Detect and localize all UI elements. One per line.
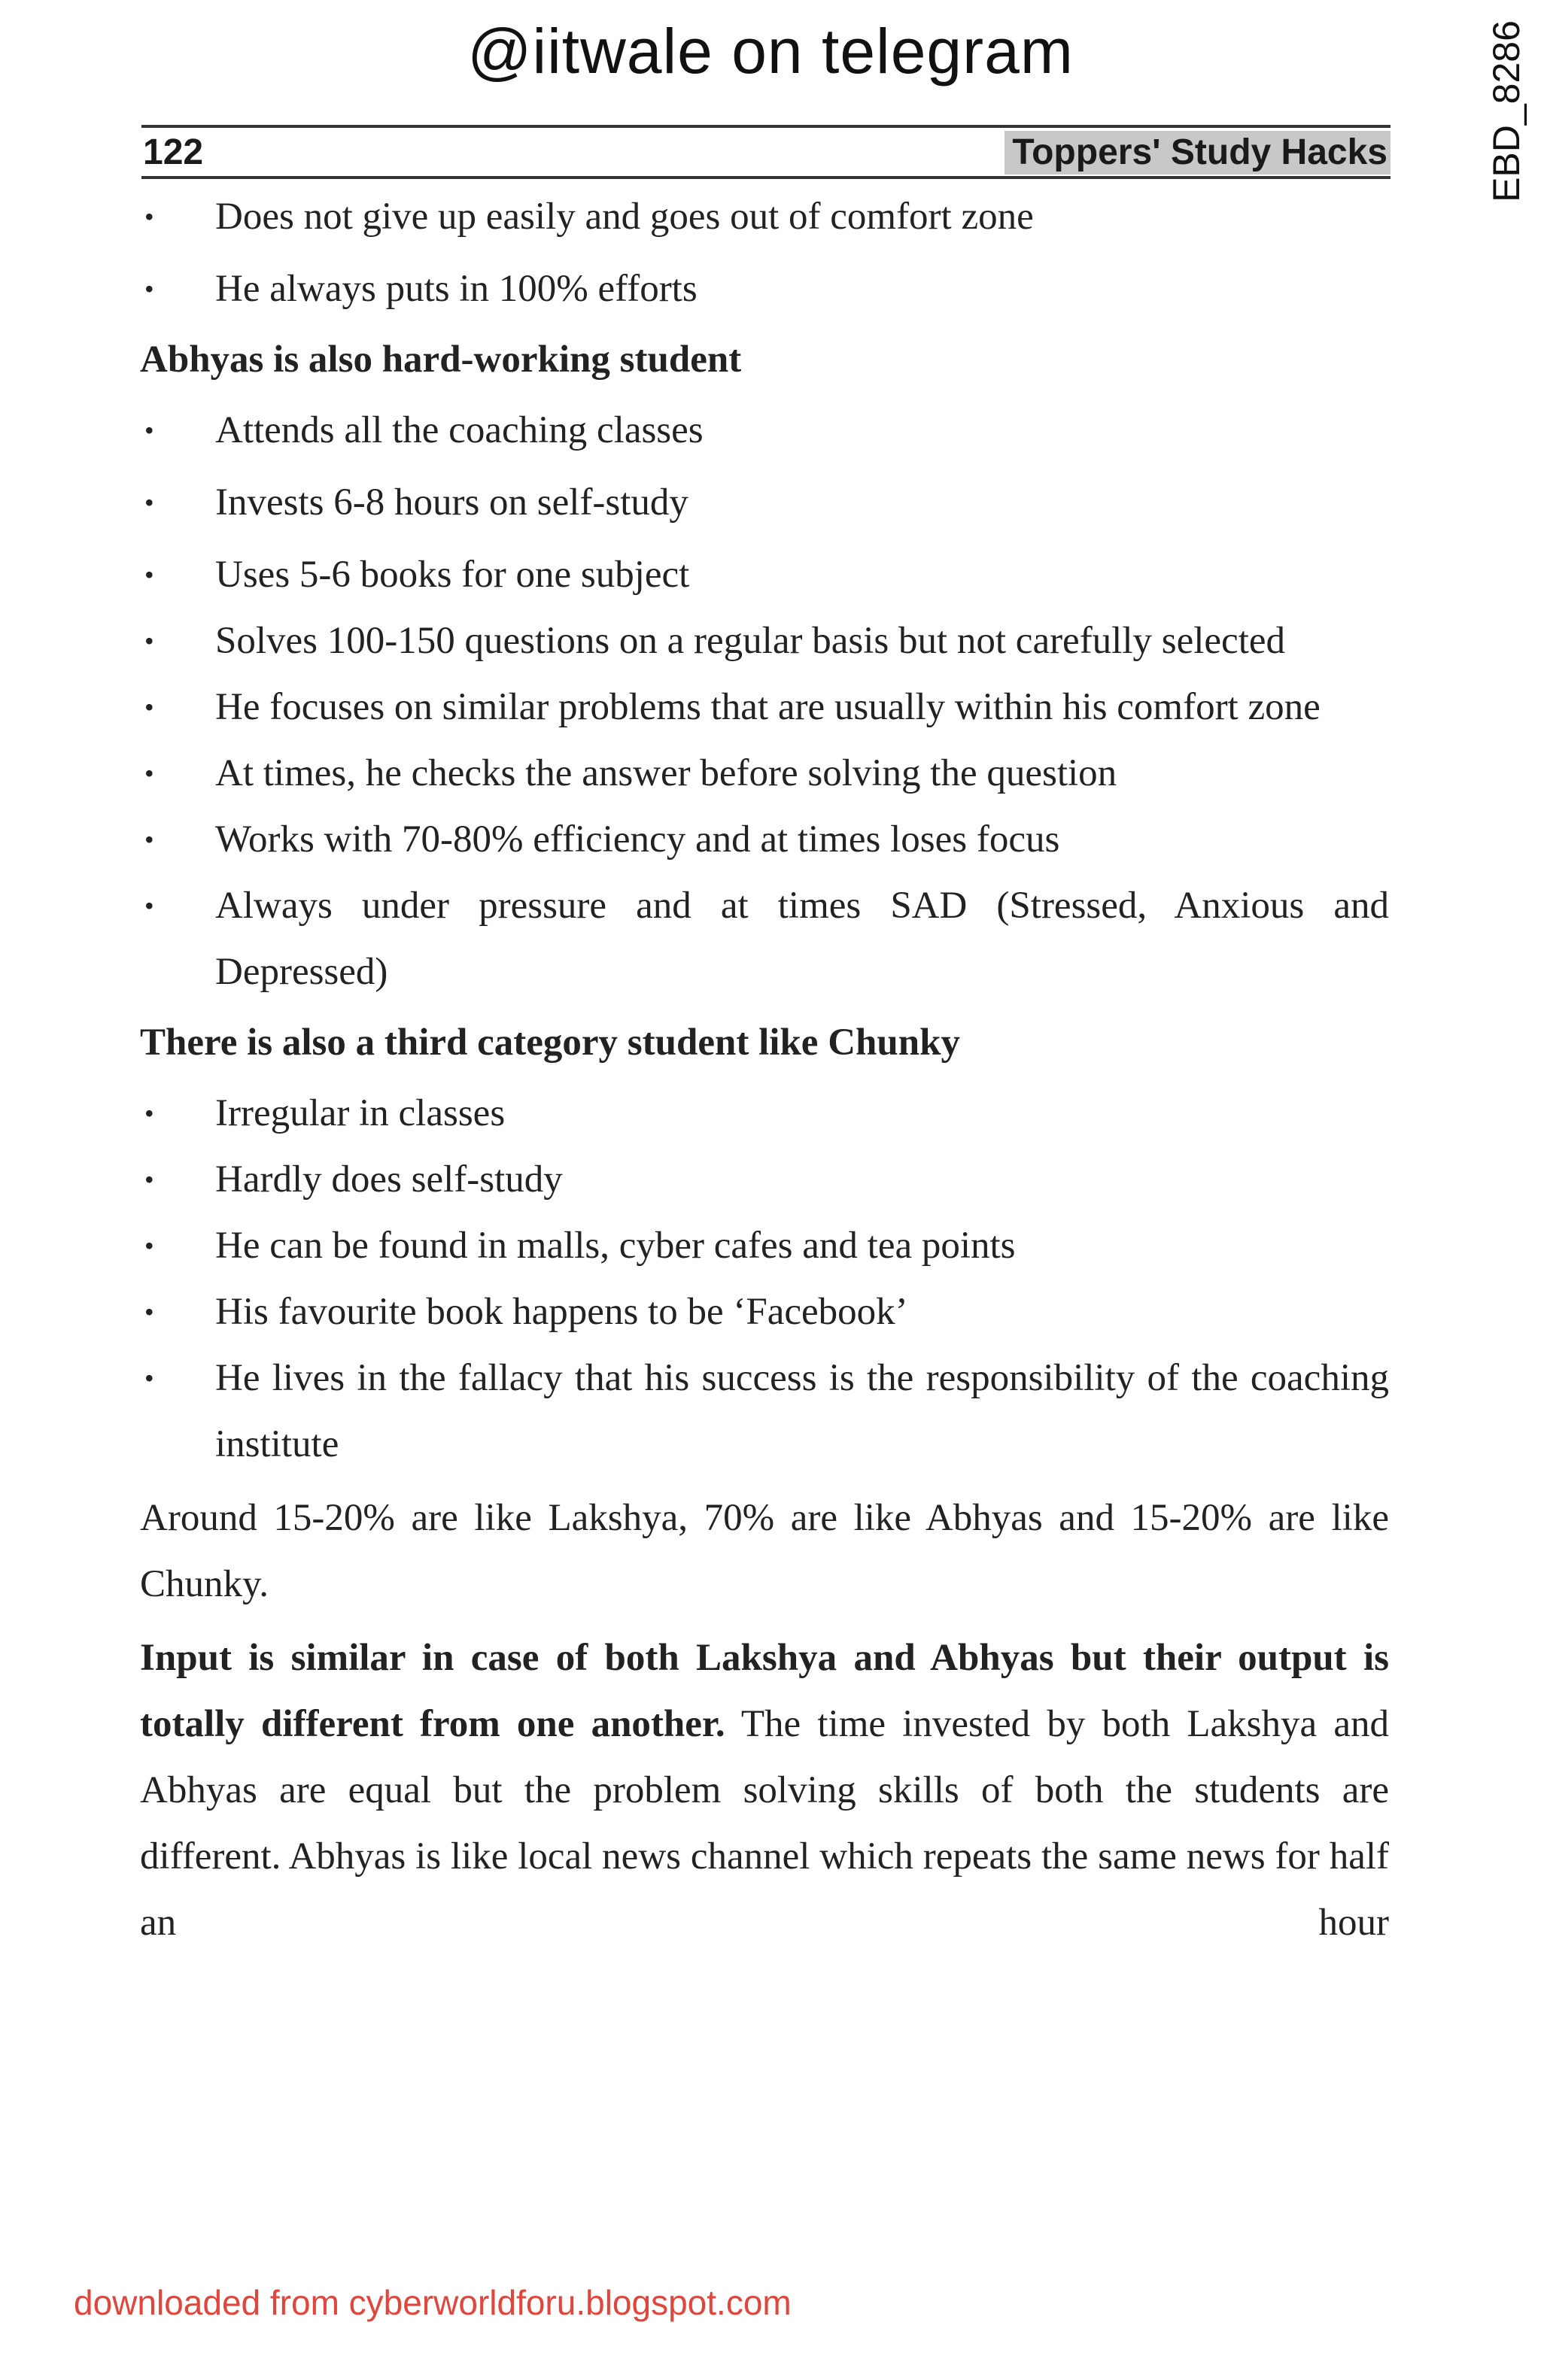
list-item: • Uses 5-6 books for one subject [140,542,1389,608]
list-item: • He always puts in 100% efforts [140,256,1389,322]
footer-download-source: downloaded from cyberworldforu.blogspot.com [74,2283,792,2322]
list-item: • Hardly does self-study [140,1146,1389,1213]
list-item: • Always under pressure and at times SAD (Stressed, Anxious and Depressed) [140,873,1389,1005]
summary-paragraph: Around 15-20% are like Lakshya, 70% are like Abhyas and 15-20% are like Chunky. [140,1497,1389,1605]
list-item: • He can be found in malls, cyber cafes and tea points [140,1213,1389,1279]
running-title: Toppers' Study Hacks [1005,131,1391,175]
closing-paragraph-text: The time invested by both Lakshya and Abhyas are equal but the problem solving skills of both the students are different. Abhyas is like local news channel which repeats the same news for half an hour [140,1703,1389,1944]
closing-paragraph-bold: Input is similar in case of both Lakshya and Abhyas but their output is totally different from one another. [140,1637,1389,1745]
list-item: • Works with 70-80% efficiency and at times loses focus [140,806,1389,873]
side-code-text: EBD_8286 [1485,20,1528,202]
list-item: • He focuses on similar problems that are usually within his comfort zone [140,674,1389,740]
list-item: • At times, he checks the answer before solving the question [140,740,1389,806]
page-number: 122 [143,132,204,172]
list-item: • Irregular in classes [140,1080,1389,1146]
list-item: • Solves 100-150 questions on a regular basis but not carefully selected [140,608,1389,674]
section-heading-abhyas: Abhyas is also hard-working student [140,338,742,381]
page-body [140,184,1389,1956]
closing-paragraph [140,1625,1389,1956]
list-item: • He lives in the fallacy that his success is the responsibility of the coaching institute [140,1345,1389,1477]
watermark-telegram: @iitwale on telegram [467,16,1074,87]
list-item: • His favourite book happens to be ‘Facebook’ [140,1279,1389,1345]
section-heading-chunky: There is also a third category student like Chunky [140,1022,960,1064]
page-header [141,125,1391,179]
list-item: • Attends all the coaching classes [140,397,1389,463]
side-code [1476,6,1536,217]
list-item: • Does not give up easily and goes out of comfort zone [140,184,1389,250]
list-item: • Invests 6-8 hours on self-study [140,469,1389,536]
